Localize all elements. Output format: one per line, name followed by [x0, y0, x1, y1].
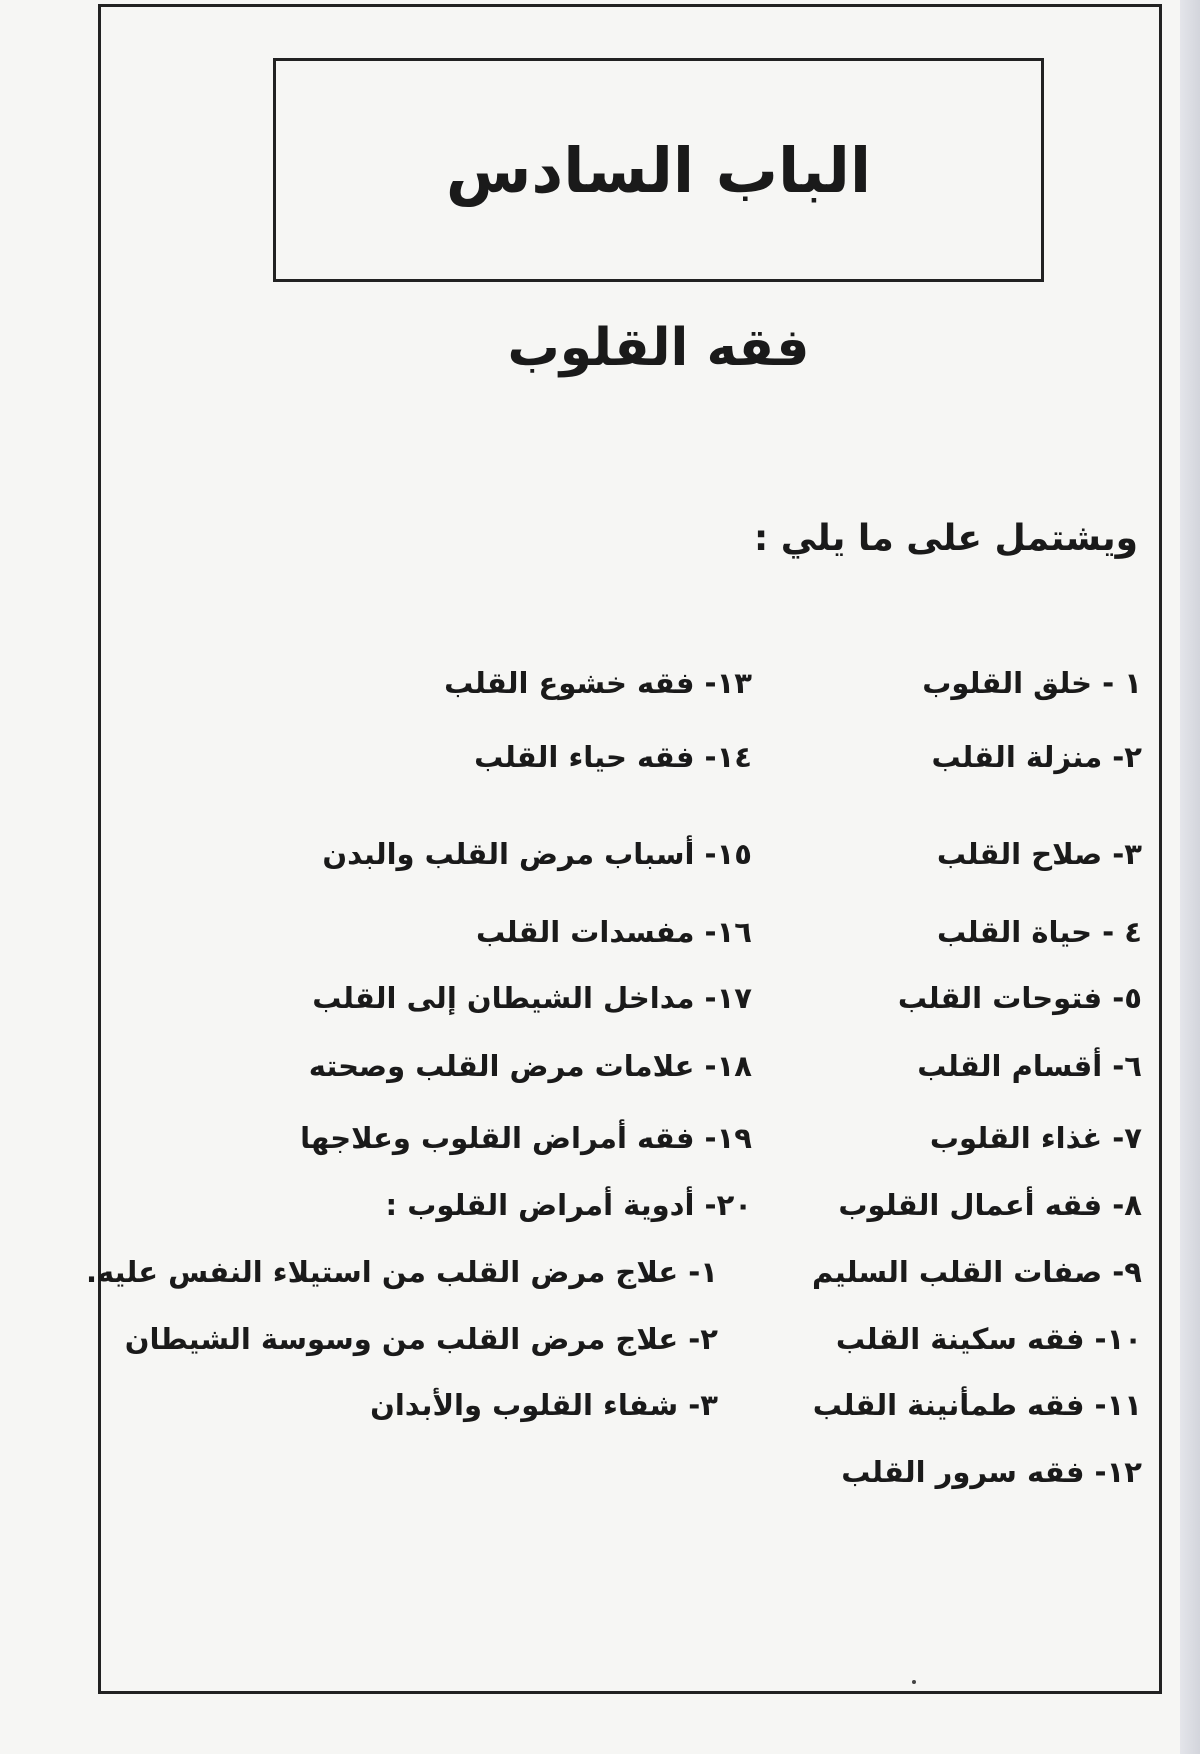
page-edge	[1180, 0, 1200, 1754]
list-item: ٧- غذاء القلوب	[929, 1121, 1142, 1155]
list-item: ١٨- علامات مرض القلب وصحته	[308, 1049, 752, 1083]
chapter-title: الباب السادس	[445, 133, 872, 207]
stray-mark	[912, 1680, 916, 1684]
list-item: ١٠- فقه سكينة القلب	[835, 1322, 1142, 1356]
sub-list-item: ١- علاج مرض القلب من استيلاء النفس عليه.	[85, 1255, 718, 1289]
list-item: ١٩- فقه أمراض القلوب وعلاجها	[300, 1121, 752, 1155]
list-item: ١ - خلق القلوب	[922, 666, 1142, 700]
list-item: ١٧- مداخل الشيطان إلى القلب	[312, 981, 752, 1015]
list-item: ٤ - حياة القلب	[936, 915, 1142, 949]
chapter-title-box	[273, 58, 1044, 282]
list-item: ١٤- فقه حياء القلب	[474, 740, 752, 774]
list-item: ١٥- أسباب مرض القلب والبدن	[322, 837, 752, 871]
sub-list-item: ٢- علاج مرض القلب من وسوسة الشيطان	[124, 1322, 718, 1356]
list-item: ٣- صلاح القلب	[936, 837, 1142, 871]
list-item: ٨- فقه أعمال القلوب	[838, 1188, 1142, 1222]
list-item: ١١- فقه طمأنينة القلب	[812, 1388, 1142, 1422]
list-item: ١٢- فقه سرور القلب	[841, 1455, 1142, 1489]
subject-title: فقه القلوب	[507, 318, 810, 378]
list-item: ١٦- مفسدات القلب	[475, 915, 752, 949]
list-item: ١٣- فقه خشوع القلب	[444, 666, 752, 700]
list-item: ٦- أقسام القلب	[917, 1049, 1142, 1083]
list-item: ٢- منزلة القلب	[931, 740, 1142, 774]
list-item: ٢٠- أدوية أمراض القلوب :	[385, 1188, 752, 1222]
list-item: ٥- فتوحات القلب	[897, 981, 1142, 1015]
intro-text: ويشتمل على ما يلي :	[753, 518, 1138, 559]
list-item: ٩- صفات القلب السليم	[812, 1255, 1142, 1289]
sub-list-item: ٣- شفاء القلوب والأبدان	[370, 1388, 718, 1422]
